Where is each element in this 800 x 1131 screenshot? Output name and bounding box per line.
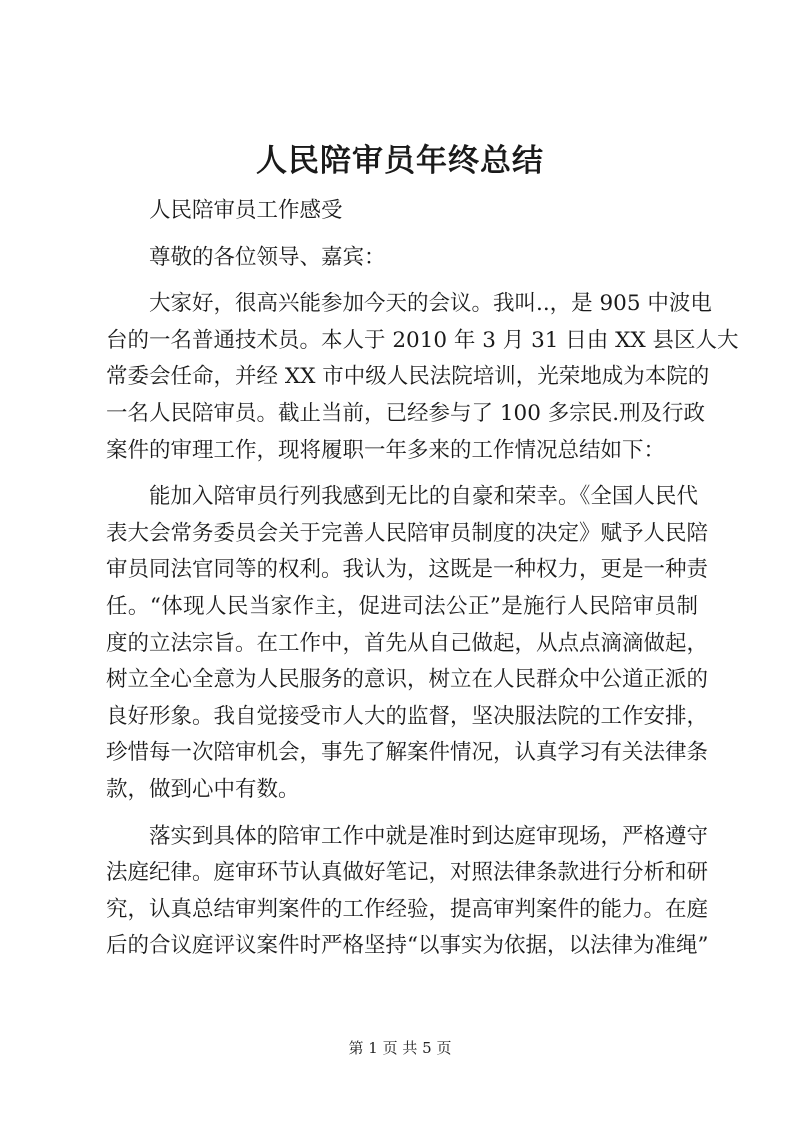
paragraph-line: 台的一名普通技术员。本人于 2010 年 3 月 31 日由 XX 县区人大 — [106, 327, 739, 353]
paragraph-line: 常委会任命，并经 XX 市中级人民法院培训，光荣地成为本院的 — [106, 364, 710, 390]
paragraph-practice — [106, 819, 709, 965]
paragraph-line: 尊敬的各位领导、嘉宾： — [149, 244, 386, 270]
paragraph-subtitle — [106, 193, 698, 230]
paragraph-line: 款，做到心中有数。 — [106, 776, 300, 802]
paragraph-line: 落实到具体的陪审工作中就是准时到达庭审现场，严格遵守 — [149, 823, 709, 849]
paragraph-line: 后的合议庭评议案件时严格坚持“以事实为依据，以法律为准绳” — [106, 933, 709, 959]
paragraph-line: 案件的审理工作，现将履职一年多来的工作情况总结如下： — [106, 437, 666, 463]
paragraph-line: 究，认真总结审判案件的工作经验，提高审判案件的能力。在庭 — [106, 896, 709, 922]
paragraph-line: 能加入陪审员行列我感到无比的自豪和荣幸。《全国人民代 — [149, 484, 698, 510]
paragraph-line: 树立全心全意为人民服务的意识，树立在人民群众中公道正派的 — [106, 667, 709, 693]
paragraph-line: 审员同法官同等的权利。我认为，这既是一种权力，更是一种责 — [106, 557, 709, 583]
document-body — [106, 193, 739, 965]
page-number-footer: 第 1 页 共 5 页 — [348, 1039, 452, 1057]
document-title: 人民陪审员年终总结 — [256, 143, 544, 179]
paragraph-line: 表大会常务委员会关于完善人民陪审员制度的决定》赋予人民陪 — [106, 520, 709, 546]
paragraph-line: 人民陪审员工作感受 — [149, 198, 343, 223]
paragraph-intro — [106, 286, 739, 469]
paragraph-line: 任。“体现人民当家作主，促进司法公正”是施行人民陪审员制 — [106, 593, 698, 619]
paragraph-line: 大家好，很高兴能参加今天的会议。我叫..，是 905 中波电 — [149, 291, 712, 317]
paragraph-line: 良好形象。我自觉接受市人大的监督，坚决服法院的工作安排， — [106, 703, 709, 729]
paragraph-salutation — [106, 240, 698, 277]
paragraph-line: 珍惜每一次陪审机会，事先了解案件情况，认真学习有关法律条 — [106, 740, 709, 766]
paragraph-honor — [106, 479, 709, 808]
paragraph-line: 一名人民陪审员。截止当前，已经参与了 100 多宗民.刑及行政 — [106, 400, 706, 426]
paragraph-line: 度的立法宗旨。在工作中，首先从自己做起，从点点滴滴做起， — [106, 630, 709, 656]
paragraph-line: 法庭纪律。庭审环节认真做好笔记，对照法律条款进行分析和研 — [106, 860, 709, 886]
